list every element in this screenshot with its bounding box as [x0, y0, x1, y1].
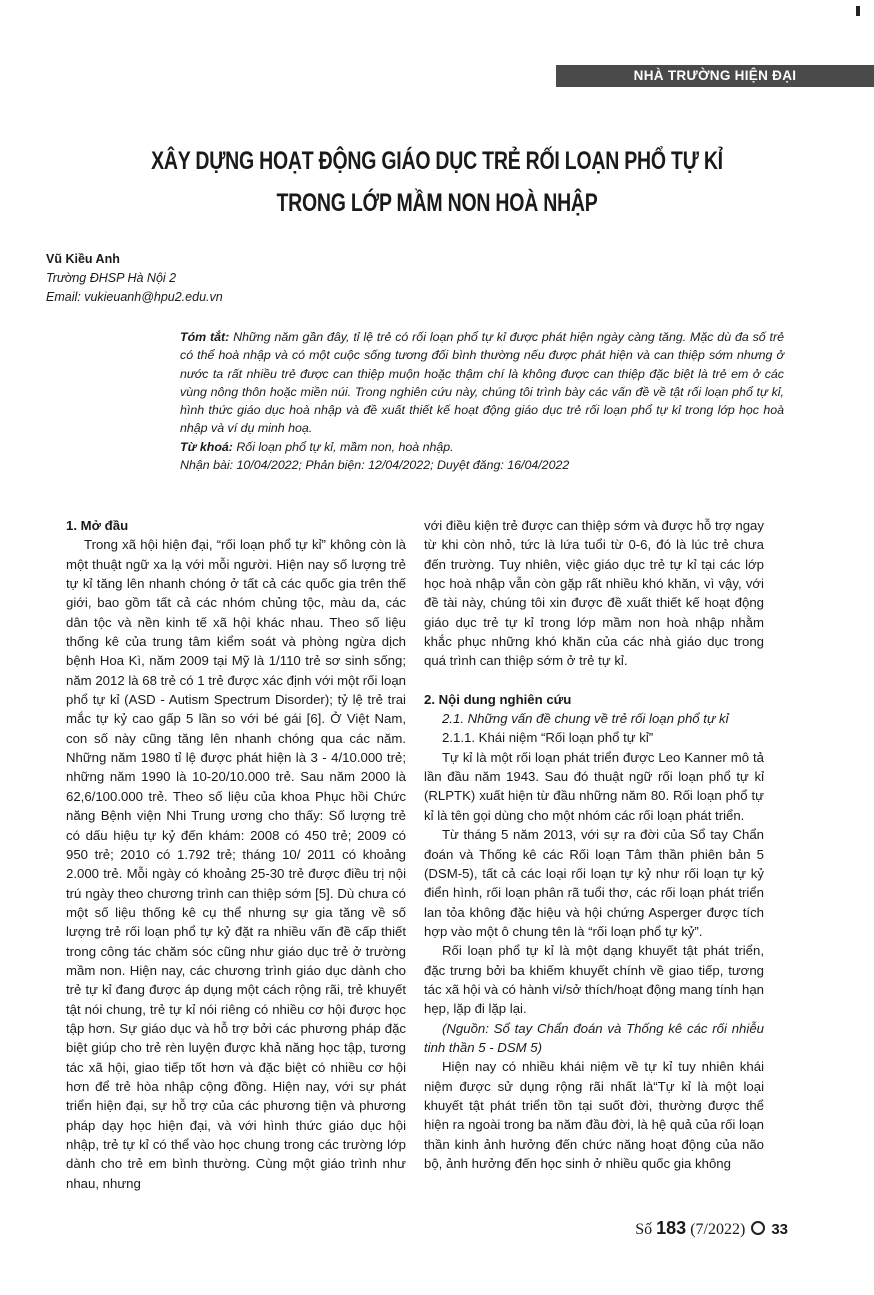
ring-icon	[751, 1221, 765, 1235]
title-line-2: TRONG LỚP MẦM NON HOÀ NHẬP	[276, 189, 598, 217]
abstract	[180, 328, 784, 474]
issue-date: (7/2022)	[686, 1221, 746, 1238]
paragraph: với điều kiện trẻ được can thiệp sớm và được hỗ trợ ngay từ khi còn nhỏ, tức là lứa tuổi từ 0-6, đó là lúc trẻ chưa đến trường. Tuy nhiên, việc giáo dục trẻ tự kỉ tại các lớp học hoà nhập vẫn còn gặp rất nhiều khó khăn, vì vậy, với đề tài này, chúng tôi xin được đề xuất thiết kế hoạt động giáo dục trẻ tự kỉ trong lớp mầm non hoà nhập nhằm khắc phục những khó khăn của các nhà giáo dục trong quá trình can thiệp sớm ở trẻ tự kỉ.	[424, 518, 764, 669]
corner-mark	[856, 6, 860, 16]
subheading-2-1-1: 2.1.1. Khái niệm “Rối loạn phổ tự kỉ”	[442, 730, 654, 746]
source-note: (Nguồn: Sổ tay Chẩn đoán và Thống kê các rối nhiễu tinh thần 5 - DSM 5)	[424, 1020, 764, 1055]
summary-label: Tóm tắt:	[180, 330, 230, 344]
title-line-1: XÂY DỰNG HOẠT ĐỘNG GIÁO DỤC TRẺ RỐI LOẠN PHỔ TỰ KỈ	[151, 147, 723, 175]
heading-intro: 1. Mở đầu	[66, 518, 129, 533]
keywords-text: Rối loạn phổ tự kỉ, mầm non, hoà nhập.	[232, 439, 454, 454]
issue-number: 183	[656, 1218, 687, 1238]
author-name: Vũ Kiều Anh	[46, 252, 120, 266]
abstract-dates: Nhận bài: 10/04/2022; Phản biện: 12/04/2022; Duyệt đăng: 16/04/2022	[180, 458, 570, 473]
paragraph: Tự kỉ là một rối loạn phát triển được Leo Kanner mô tả lần đầu năm 1943. Sau đó thuật ngữ rối loạn phổ tự kỉ (RLPTK) xuất hiện từ đầu những năm 80. Rối loạn phổ tự kỉ là tên gọi dùng cho một nhóm các rối loạn phát triển.	[424, 749, 764, 823]
heading-content: 2. Nội dung nghiên cứu	[424, 691, 572, 707]
article-title	[143, 140, 731, 224]
paragraph: Trong xã hội hiện đại, “rối loạn phổ tự kỉ” không còn là một thuật ngữ xa lạ với mỗi người. Hiện nay số lượng trẻ tự kỉ tăng lên nhanh chóng ở tất cả các quốc gia trên thế giới, bao gồm tất cả các nhóm chủng tộc, màu da, các dân tộc và nền kinh tế xã hội khác nhau. Theo số liệu thống kê của trung tâm kiểm soát và phòng ngừa dịch bệnh Hoa Kì, năm 2009 tại Mỹ là 1/110 trẻ sơ sinh sống; năm 2012 là 68 trẻ có 1 trẻ được xác định với một rối loạn phổ tự kỉ (ASD - Autism Spectrum Disorder); tỷ lệ trẻ trai mắc tự kỷ cao gấp 5 lần so với bé gái [6]. Ở Việt Nam, con số này cũng tăng lên nhanh chóng qua các năm. Những năm 1980 tỉ lệ được phát hiện là 3 - 4/10.000 trẻ; những năm 1990 là 10-20/10.000 trẻ. Sau năm 2000 là 62,6/100.000 trẻ. Theo số liệu của khoa Phục hồi Chức năng Bệnh viện Nhi Trung ương cho thấy: Số lượng trẻ có dấu hiệu tự kỷ đến khám: 2008 có 450 trẻ; 2009 có 950 trẻ; 2010 có 1.792 trẻ; tháng 10/ 2011 có khoảng 2.000 trẻ. Mỗi ngày có khoảng 25-30 trẻ được điều trị nội trú ngày theo chương trình can thiệp sớm [5]. Dù chưa có một số liệu thống kê cụ thể nhưng sự gia tăng về số lượng trẻ rối loạn phổ tự kỷ đặt ra nhiều vấn đề cấp thiết trong công tác chăm sóc cũng như giáo dục trẻ ở trường mầm non. Hiện nay, các chương trình giáo dục dành cho trẻ tự kỉ đang được áp dụng một cách rộng rãi, trẻ khuyết tật nói chung, trẻ tự kỉ nói riêng có nhiều cơ hội được học tập hơn. Sự giáo dục và hỗ trợ bởi các phương pháp đặc biệt giúp cho trẻ rèn luyện được khả năng học tập, tương tác xã hội, giao tiếp tốt hơn và đặc biệt có nhiều cơ hội hơn để trẻ hòa nhập cộng đồng. Hiện nay, với sự phát triển hiện đại, sự hỗ trợ của các phương tiện và phương pháp dạy học hiện đại, và với hình thức giáo dục hội nhập, trẻ tự kỉ có thể vào học chung trong các trường lớp dành cho trẻ em bình thường. Cùng một giáo trình như nhau, nhưng	[66, 537, 406, 1191]
author-affiliation: Trường ĐHSP Hà Nội 2	[46, 271, 177, 285]
author-email: Email: vukieuanh@hpu2.edu.vn	[46, 290, 223, 304]
author-block	[46, 250, 223, 307]
summary-text: Những năm gần đây, tỉ lệ trẻ có rối loạn phổ tự kỉ được phát hiện ngày càng tăng. Mặc dù đa số trẻ có thể hoà nhập và có một cuộc sống tương đối bình thường nếu được phát hiện và can thiệp sớm nhưng ở nước ta rất nhiều trẻ được can thiệp muộn hoặc thậm chí là không được can thiệp đặc biệt là trẻ em ở các vùng nông thôn hoặc miền núi. Trong nghiên cứu này, chúng tôi trình bày các vấn đề về tật rối loạn phổ tự kỉ, hình thức giáo dục hoà nhập và đề xuất thiết kế hoạt động giáo dục trẻ rối loạn phổ tự kỉ trong lớp học hoà nhập và ví dụ minh hoạ.	[180, 330, 785, 436]
paragraph: Hiện nay có nhiều khái niệm về tự kỉ tuy nhiên khái niệm được sử dụng rộng rãi nhất là“Tự kỉ là một loại khuyết tật phát triển tồn tại suốt đời, thường được thể hiện ra ngoài trong ba năm đầu đời, là hệ quả của rối loạn thần kinh ảnh hưởng đến chức năng hoạt động của não bộ, ảnh hưởng đến học sinh ở nhiều quốc gia không	[424, 1059, 764, 1171]
page-number: 33	[771, 1221, 788, 1238]
left-column	[66, 516, 406, 1193]
abstract-keywords	[180, 438, 784, 456]
abstract-summary	[180, 328, 784, 438]
paragraph: Rối loạn phổ tự kỉ là một dạng khuyết tật phát triển, đặc trưng bởi ba khiếm khuyết chính về giao tiếp, tương tác xã hội và có hành vi/sở thích/hoạt động mang tính hạn hẹp, lặp đi lặp lại.	[424, 943, 764, 1017]
section-banner: NHÀ TRƯỜNG HIỆN ĐẠI	[556, 65, 874, 87]
right-column	[424, 516, 764, 1173]
page-footer	[635, 1218, 788, 1239]
keywords-label: Từ khoá:	[180, 439, 233, 454]
issue-prefix: Số	[635, 1221, 657, 1238]
spacer	[424, 671, 764, 690]
subheading-2-1: 2.1. Những vấn đề chung về trẻ rối loạn phổ tự kỉ	[442, 711, 729, 727]
paragraph: Từ tháng 5 năm 2013, với sự ra đời của Sổ tay Chẩn đoán và Thống kê các Rối loạn Tâm thần phiên bản 5 (DSM-5), tất cả các loại rối loạn tự kỷ như rối loạn tự kỷ điển hình, rối loạn phân rã tuổi thơ, các rối loạn phát triển lan tỏa không đặc hiệu và hội chứng Asperger được tích hợp vào một ô chung tên là “rối loạn phổ tự kỷ”.	[424, 827, 764, 939]
